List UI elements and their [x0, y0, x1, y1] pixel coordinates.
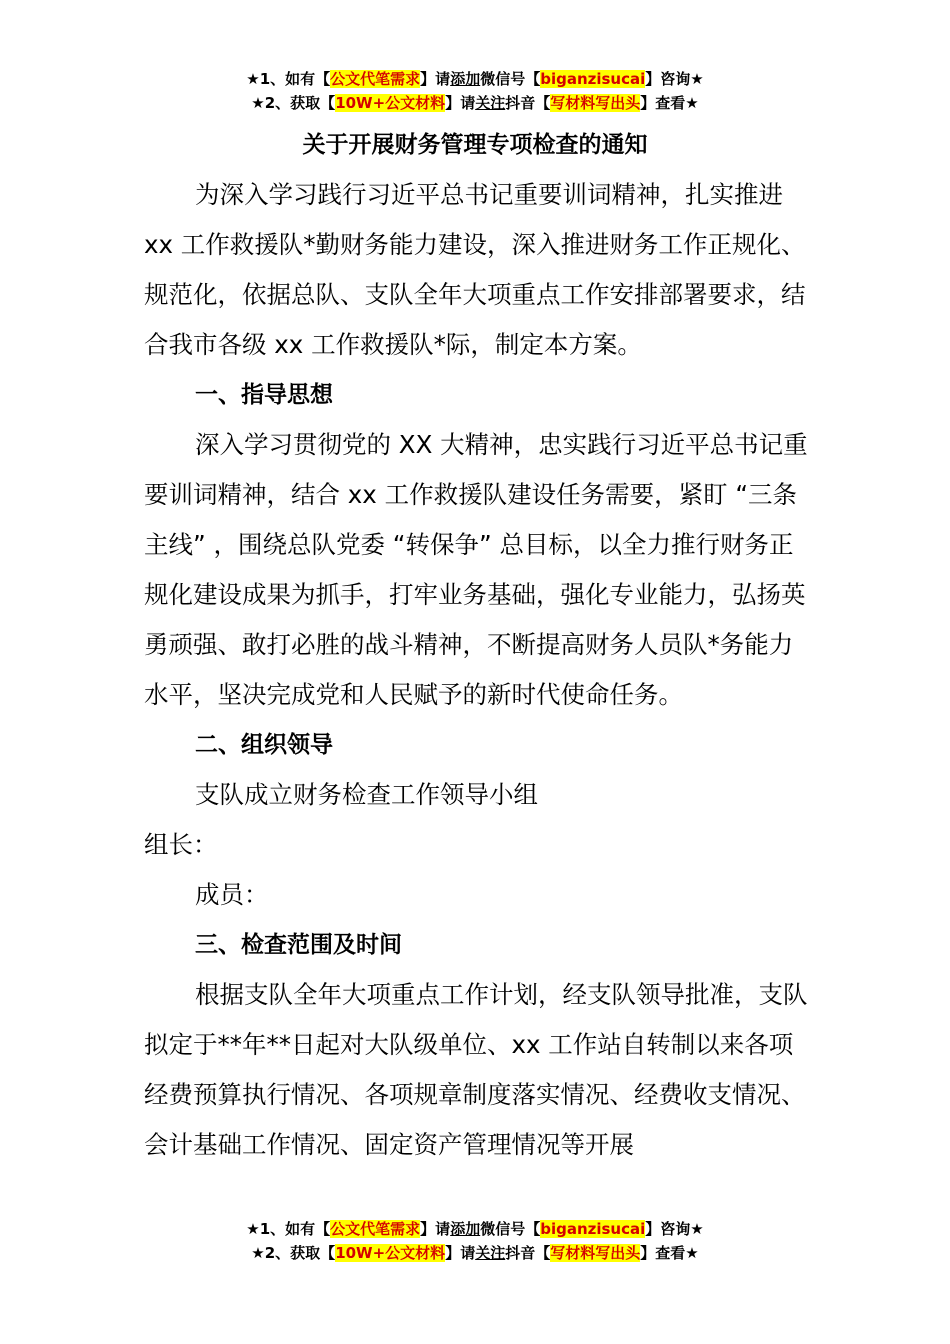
members-line: 成员：	[195, 880, 269, 909]
section-paragraph-1: 深入学习贯彻党的 XX 大精神，忠实践行习近平总书记重要训词精神，结合 xx 工作救援队建设任务需要，紧盯 “三条主线” ，围绕总队党委 “转保争” 总目标，以全力推行财务正规化建设成果为抓手，打牢业务基础，强化专业能力，弘扬英勇顽强、敢打必胜的战斗精神，不断提高财务人员队*务能力水平，坚决完成党和人民赋予的新时代使命任务。	[144, 430, 808, 709]
banner-highlight: 写材料写出头	[550, 94, 641, 112]
banner-text: 抖音【	[505, 1244, 551, 1262]
banner-highlight: 10W+公文材料	[335, 94, 446, 112]
document-body	[144, 170, 809, 1170]
banner-highlight: 公文代笔需求	[330, 70, 421, 88]
banner-text: 】咨询★	[645, 70, 704, 88]
bottom-banner	[0, 1217, 950, 1265]
banner-underlined: 添加	[450, 70, 481, 88]
banner-highlight: 10W+公文材料	[335, 1244, 446, 1262]
banner-highlight: biganzisucai	[540, 1220, 646, 1238]
banner-highlight: 写材料写出头	[550, 1244, 641, 1262]
banner-text: ★1、如有【	[246, 1220, 331, 1238]
banner-text: 抖音【	[505, 94, 551, 112]
section-heading-2: 二、组织领导	[195, 732, 333, 758]
banner-underlined: 关注	[475, 1244, 506, 1262]
banner-text: 】请	[420, 1220, 451, 1238]
banner-line-1	[0, 67, 950, 91]
banner-highlight: 公文代笔需求	[330, 1220, 421, 1238]
document-title: 关于开展财务管理专项检查的通知	[302, 132, 648, 158]
banner-text: 微信号【	[480, 70, 541, 88]
banner-highlight: biganzisucai	[540, 70, 646, 88]
banner-line-2	[0, 1241, 950, 1265]
banner-text: ★2、获取【	[251, 1244, 336, 1262]
banner-text: 】请	[445, 94, 476, 112]
banner-text: 】请	[420, 70, 451, 88]
leader-line: 组长：	[144, 830, 218, 859]
banner-underlined: 关注	[475, 94, 506, 112]
section-paragraph-2: 支队成立财务检查工作领导小组	[195, 780, 538, 809]
intro-paragraph: 为深入学习践行习近平总书记重要训词精神，扎实推进 xx 工作救援队*勤财务能力建设，深入推进财务工作正规化、规范化，依据总队、支队全年大项重点工作安排部署要求，结合我市各级 xx 工作救援队*际，制定本方案。	[144, 180, 806, 359]
banner-text: ★2、获取【	[251, 94, 336, 112]
banner-text: 】查看★	[640, 94, 699, 112]
banner-line-1	[0, 1217, 950, 1241]
section-heading-3: 三、检查范围及时间	[195, 932, 402, 958]
banner-text: 微信号【	[480, 1220, 541, 1238]
section-paragraph-3: 根据支队全年大项重点工作计划，经支队领导批准，支队拟定于**年**日起对大队级单位、xx 工作站自转制以来各项经费预算执行情况、各项规章制度落实情况、经费收支情况、会计基础工作情况、固定资产管理情况等开展	[144, 980, 808, 1159]
banner-underlined: 添加	[450, 1220, 481, 1238]
banner-text: ★1、如有【	[246, 70, 331, 88]
banner-line-2	[0, 91, 950, 115]
top-banner	[0, 67, 950, 115]
banner-text: 】请	[445, 1244, 476, 1262]
banner-text: 】咨询★	[645, 1220, 704, 1238]
section-heading-1: 一、指导思想	[195, 382, 333, 408]
banner-text: 】查看★	[640, 1244, 699, 1262]
